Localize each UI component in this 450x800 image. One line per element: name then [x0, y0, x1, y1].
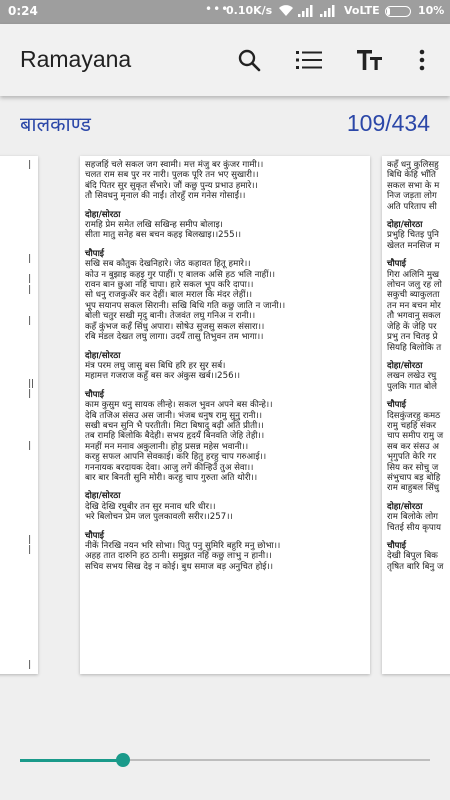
overflow-menu-button[interactable] — [406, 44, 438, 76]
verse-line: कोउ न बुझाइ कहइ गुर पाहीं। ए बालक असि हठ भलि नाहीं।। — [85, 269, 275, 280]
status-time: 0:24 — [8, 4, 38, 18]
verse-line-fragment — [28, 191, 34, 201]
verse-block — [85, 531, 285, 573]
verse-block — [85, 351, 285, 382]
verse-line-fragment — [28, 399, 34, 409]
verse-line: तब रामहि बिलोकि बैदेही। सभय हृदयँ बिनवति जेहि तेही।। — [85, 431, 265, 442]
verse-heading: दोहा/सोरठा — [387, 501, 423, 512]
verse-block — [387, 220, 443, 251]
verse-line: देबि तजिअ संसउ अस जानी। भंजब धनुष रामु सुनु रानी।। — [85, 410, 262, 421]
verse-line: महामत्त गजराज कहुँ बस कर अंकुस खर्ब।।256।। — [85, 371, 241, 382]
previous-page[interactable] — [0, 156, 38, 674]
verse-heading: दोहा/सोरठा — [85, 209, 121, 220]
verse-line: करहु सफल आपनि सेवकाई। करि हितु हरहु चाप गरुआई।। — [85, 452, 267, 463]
verse-line: मनहीं मन मनाव अकुलानी। होहु प्रसन्न महेस भवानी।। — [85, 441, 249, 452]
verse-line: खेलत मनसिज म — [387, 240, 440, 251]
verse-line: लखन लखेउ रघु — [387, 371, 437, 382]
verse-line: सकुची ब्याकुलता — [387, 290, 440, 301]
verse-line-fragment: | — [28, 253, 32, 264]
verse-line: बंदि पितर सुर सुकृत सँभारे। जौं कछु पुन्य प्रभाउ हमारे।। — [85, 180, 258, 191]
verse-block — [85, 249, 285, 343]
verse-heading: दोहा/सोरठा — [85, 491, 121, 502]
verse-line-fragment: | — [28, 534, 32, 545]
verse-line: संभुचाप बड़ बोहि — [387, 472, 441, 483]
current-page-text — [85, 160, 285, 580]
verse-line: कहँ धनु कुलिसहु — [387, 160, 439, 170]
verse-line: चितई सीय कृपाय — [387, 522, 441, 533]
verse-line-fragment: | — [28, 545, 32, 556]
verse-line-fragment — [28, 170, 34, 180]
verse-block — [85, 390, 285, 484]
verse-line-fragment: | — [28, 284, 32, 295]
verse-line: बिधि केहि भाँति — [387, 170, 436, 181]
verse-line: सिय कर सोचु ज — [387, 462, 439, 473]
verse-line-fragment: | — [28, 659, 32, 670]
verse-heading: चौपाई — [85, 248, 105, 259]
verse-line: सो धनु राजकुअँर कर देहीं। बाल मराल कि मंदर लेहीं।। — [85, 290, 253, 301]
verse-heading: दोहा/सोरठा — [387, 220, 423, 231]
current-page[interactable] — [80, 156, 370, 674]
verse-line: सखी बचन सुनि भै परतीती। मिटा बिषादु बढ़ी अति प्रीती।। — [85, 420, 264, 431]
verse-heading: चौपाई — [387, 400, 407, 411]
list-icon — [296, 49, 322, 71]
verse-line-fragment — [28, 607, 34, 617]
verse-line: कहँ कुंभज कहँ सिंधु अपारा। सोषेउ सुजसु सकल संसारा।। — [85, 321, 265, 332]
verse-line-fragment — [28, 337, 34, 347]
verse-line: प्रभुहि चितइ पुनि — [387, 230, 439, 241]
verse-line: राम बाहुबल सिंधु — [387, 483, 440, 494]
verse-block — [85, 160, 285, 202]
verse-line-fragment — [28, 347, 34, 357]
verse-line-fragment — [28, 597, 34, 607]
verse-line-fragment — [28, 503, 34, 513]
verse-line: सकल सभा के म — [387, 180, 440, 191]
search-icon — [237, 48, 261, 72]
verse-line-fragment — [28, 295, 34, 305]
slider-progress — [20, 759, 123, 762]
status-dots: ••• — [205, 2, 230, 16]
verse-line: बोली चतुर सखी मृदु बानी। तेजवंत लघु गनिअ न रानी।। — [85, 311, 256, 322]
previous-page-text — [28, 160, 34, 670]
signal-icon — [298, 5, 314, 17]
verse-line: दिसकुंजरहु कमठ — [387, 410, 441, 421]
verse-line: मंत्र परम लघु जासु बस बिधि हरि हर सुर सर्ब। — [85, 360, 226, 371]
verse-line-fragment — [28, 233, 34, 243]
verse-line-fragment — [28, 368, 34, 378]
verse-line-fragment — [28, 587, 34, 597]
verse-line-fragment — [28, 628, 34, 638]
battery-icon — [385, 6, 411, 17]
contents-button[interactable] — [293, 44, 325, 76]
verse-line-fragment — [28, 264, 34, 274]
search-button[interactable] — [233, 44, 265, 76]
verse-line-fragment — [28, 327, 34, 337]
verse-block — [387, 502, 443, 533]
verse-line: तौ भगवानु सकल — [387, 311, 441, 322]
volte-label: VoLTE — [344, 4, 380, 17]
verse-line: सहजहिं चले सकल जग स्वामी। मत्त मंजु बर कुंजर गामी।। — [85, 160, 264, 170]
battery-percent: 10% — [418, 4, 445, 17]
verse-line: रावन बान छुआ नहिं चापा। हारे सकल भूप करि दापा।। — [85, 280, 254, 291]
verse-line-fragment — [28, 243, 34, 253]
verse-line: रामु चहहिं संकर — [387, 420, 437, 431]
verse-line-fragment — [28, 202, 34, 212]
verse-line: देखि देखि रघुबीर तन सुर मनाव धरि धीर।। — [85, 501, 216, 512]
text-size-icon — [357, 49, 383, 71]
verse-block — [387, 541, 443, 572]
verse-line: निज जड़ता लोग — [387, 191, 437, 202]
verse-line-fragment — [28, 493, 34, 503]
verse-line-fragment: | — [28, 274, 32, 285]
page-indicator: 109/434 — [346, 110, 430, 136]
verse-line: रामहि प्रेम समेत लखि सखिन्ह समीप बोलाइ। — [85, 220, 223, 231]
app-title: Ramayana — [20, 46, 132, 72]
verse-line-fragment — [28, 524, 34, 534]
network-speed: 0.10K/s — [226, 4, 273, 17]
verse-line-fragment — [28, 462, 34, 472]
verse-line: अति परिताप सी — [387, 201, 437, 212]
verse-line-fragment — [28, 618, 34, 628]
verse-line: रबि मंडल देखत लघु लागा। उदयँ तासु तिभुवन तम भागा।। — [85, 332, 264, 343]
verse-line: तन मन बचन मोर — [387, 300, 441, 311]
wifi-icon — [278, 5, 294, 17]
verse-line-fragment — [28, 639, 34, 649]
verse-line: सचिव सभय सिख देइ न कोई। बुध समाज बड़ अनुचित होई।। — [85, 561, 274, 572]
app-bar — [0, 24, 450, 96]
verse-line-fragment — [28, 410, 34, 420]
verse-line-fragment — [28, 212, 34, 222]
verse-heading: चौपाई — [387, 541, 407, 551]
verse-line: बार बार बिनती सुनि मोरी। करहु चाप गुरुता अति थोरी।। — [85, 472, 258, 483]
verse-line-fragment — [28, 649, 34, 659]
overflow-menu-icon — [419, 49, 425, 71]
verse-line-fragment — [28, 358, 34, 368]
next-page-text — [387, 160, 443, 580]
verse-line-fragment — [28, 420, 34, 430]
verse-line-fragment — [28, 514, 34, 524]
verse-line-fragment — [28, 576, 34, 586]
page-slider[interactable] — [20, 748, 430, 772]
verse-line: देखी बिपुल बिक — [387, 551, 438, 562]
verse-line: सखि सब कौतुक देखनिहारे। जेठ कहावत हितू हमारे।। — [85, 259, 251, 270]
verse-line-fragment — [28, 222, 34, 232]
verse-line-fragment: | — [28, 440, 32, 451]
slider-thumb[interactable] — [116, 753, 130, 767]
verse-block — [387, 400, 443, 494]
status-bar — [0, 0, 450, 24]
verse-block — [387, 259, 443, 353]
next-page[interactable] — [382, 156, 450, 674]
verse-line-fragment: | — [28, 316, 32, 327]
verse-line-fragment — [28, 181, 34, 191]
verse-line-fragment: || — [28, 378, 34, 389]
verse-line: भृगुपति केरि गर — [387, 452, 437, 463]
verse-line: गननायक बरदायक देवा। आजु लगें कीन्हिउँ तुअ सेवा।। — [85, 462, 254, 473]
verse-line: सीता मातु सनेह बस बचन कहइ बिलखाइ।।255।। — [85, 230, 242, 241]
verse-line: भूप सयानप सकल सिरानी। सखि बिधि गति कछु जाति न जानी।। — [85, 300, 286, 311]
signal-icon-secondary — [320, 5, 336, 17]
verse-line: भरे बिलोचन प्रेम जल पुलकावली सरीर।।257।। — [85, 512, 233, 523]
verse-heading: दोहा/सोरठा — [85, 350, 121, 361]
text-size-button[interactable] — [354, 44, 386, 76]
verse-line-fragment — [28, 431, 34, 441]
verse-line: प्रभु तन चितइ प्रे — [387, 332, 438, 343]
verse-block — [387, 361, 443, 392]
verse-line: सियहि बिलोकि त — [387, 342, 442, 353]
verse-heading: चौपाई — [85, 389, 105, 400]
verse-line: काम कुसुम धनु सायक लीन्हे। सकल भुवन अपने बस कीन्हे।। — [85, 400, 273, 411]
verse-line: लोचन जलु रह लो — [387, 280, 442, 291]
verse-block — [85, 491, 285, 522]
verse-line: अहह तात दारुनि हठ ठानी। समुझत नहिं कछु लाभु न हानी।। — [85, 551, 272, 562]
verse-line-fragment: | — [28, 160, 32, 170]
verse-line-fragment — [28, 472, 34, 482]
verse-line: तौ सिवधनु मृनाल की नाईं। तोरहुँ राम गनेस गोसाईं।। — [85, 191, 246, 202]
verse-heading: चौपाई — [85, 530, 105, 541]
verse-heading: चौपाई — [387, 259, 407, 270]
chapter-title: बालकाण्ड — [20, 112, 91, 136]
verse-block — [85, 210, 285, 241]
verse-line: चाप समीप रामु ज — [387, 431, 444, 442]
verse-line-fragment — [28, 483, 34, 493]
verse-line-fragment — [28, 555, 34, 565]
verse-heading: दोहा/सोरठा — [387, 360, 423, 371]
verse-line-fragment — [28, 306, 34, 316]
verse-block — [387, 160, 443, 212]
verse-line: तृषित बारि बिनु ज — [387, 561, 444, 572]
verse-line-fragment: | — [28, 388, 32, 399]
verse-line: पुलकि गात बोले — [387, 381, 437, 392]
verse-line: राम बिलोके लोग — [387, 512, 439, 523]
verse-line: गिरा अलिनि मुख — [387, 269, 440, 280]
verse-line: चलत राम सब पुर नर नारी। पुलक पूरि तन भए सुखारी।। — [85, 170, 259, 181]
verse-line: सब कर संसउ अ — [387, 441, 439, 452]
verse-line-fragment — [28, 451, 34, 461]
verse-line: नीकें निरखि नयन भरि सोभा। पितु पनु सुमिरि बहुरि मनु छोभा।। — [85, 541, 281, 551]
verse-line-fragment — [28, 566, 34, 576]
verse-line: जेहि कें जेहि पर — [387, 321, 437, 332]
